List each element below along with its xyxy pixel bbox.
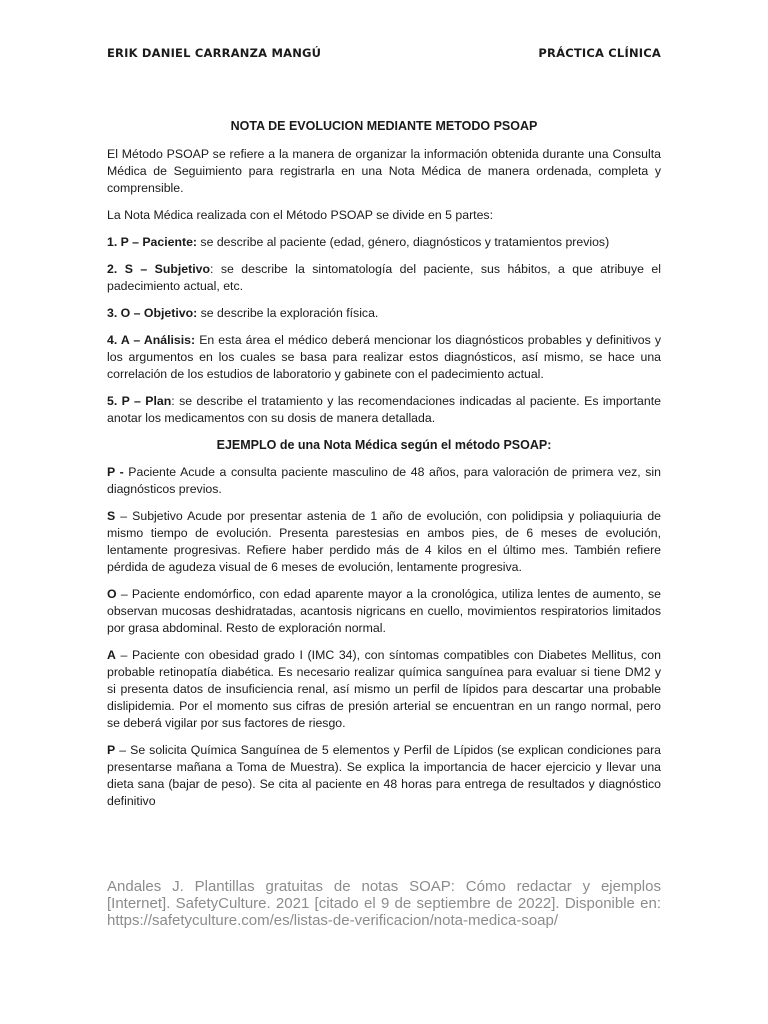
- part-label: 5. P – Plan: [107, 394, 172, 408]
- author-name: ERIK DANIEL CARRANZA MANGÚ: [107, 46, 322, 60]
- part-objetivo: [107, 305, 661, 322]
- example-text: – Se solicita Química Sanguínea de 5 elementos y Perfil de Lípidos (se explican condiciones para presentarse mañana a Toma de Muestra). Se explica la importancia de hacer ejercicio y llevar una dieta sana (bajar de peso). Se cita al paciente en 48 horas para entrega de resultados y diagnóstico definitivo: [107, 743, 661, 808]
- part-analisis: [107, 332, 661, 383]
- example-title: EJEMPLO de una Nota Médica según el método PSOAP:: [216, 438, 552, 452]
- example-label: S: [107, 509, 116, 523]
- example-text: – Paciente con obesidad grado I (IMC 34), con síntomas compatibles con Diabetes Mellitus, con probable retinopatía diabética. Es necesario realizar química sanguínea para evaluar si tiene DM2 y si presenta datos de insuficiencia renal, así mismo un perfil de lípidos para descartar una probable dislipidemia. Por el momento sus cifras de presión arterial se encuentran en un rango normal, pero se deberá vigilar por sus factores de riesgo.: [107, 648, 661, 730]
- example-text: – Paciente endomórfico, con edad aparente mayor a la cronológica, utiliza lentes de aumento, se observan mucosas deshidratadas, acantosis nigricans en cuello, movimientos respiratorios limitados por grasa abdominal. Resto de exploración normal.: [107, 587, 661, 635]
- part-label: 4. A – Análisis:: [107, 333, 196, 347]
- example-text: – Subjetivo Acude por presentar astenia de 1 año de evolución, con polidipsia y poliaquiuria de mismo tiempo de evolución. Presenta parestesias en ambos pies, de 6 meses de evolución, lentamente progresivas. Refiere haber perdido más de 4 kilos en el último mes. También refiere pérdida de agudeza visual de 6 meses de evolución, lentamente progresiva.: [107, 509, 661, 574]
- part-subjetivo: [107, 261, 661, 295]
- example-plan: [107, 742, 661, 810]
- document-title: NOTA DE EVOLUCION MEDIANTE METODO PSOAP: [230, 119, 538, 133]
- part-text: : se describe el tratamiento y las recomendaciones indicadas al paciente. Es importante anotar los medicamentos con su dosis de manera detallada.: [107, 394, 661, 425]
- part-text: En esta área el médico deberá mencionar los diagnósticos probables y definitivos y los argumentos en los cuales se basa para realizar estos diagnósticos, así mismo, se hace una correlación de los estudios de laboratorio y gabinete con el padecimiento actual.: [107, 333, 662, 381]
- document-body: [107, 118, 661, 820]
- example-objetivo: [107, 586, 661, 637]
- section-name: PRÁCTICA CLÍNICA: [538, 46, 661, 60]
- example-analisis: [107, 647, 661, 732]
- example-text: Paciente Acude a consulta paciente masculino de 48 años, para valoración de primera vez, sin diagnósticos previos.: [107, 465, 661, 496]
- example-label: O: [107, 587, 117, 601]
- page-header: [107, 46, 661, 60]
- example-paciente: [107, 464, 661, 498]
- reference-citation: Andales J. Plantillas gratuitas de notas SOAP: Cómo redactar y ejemplos [Internet]. SafetyCulture. 2021 [citado el 9 de septiembre de 2022]. Disponible en: https://safetyculture.com/es/listas-de-verificacion/nota-medica-soap/: [107, 878, 661, 929]
- example-label: P: [107, 743, 116, 757]
- part-paciente: [107, 234, 661, 251]
- part-text: : se describe la sintomatología del paciente, sus hábitos, a que atribuye el padecimiento actual, etc.: [107, 262, 661, 293]
- example-label: P -: [107, 465, 124, 479]
- part-label: 2. S – Subjetivo: [107, 262, 210, 276]
- intro-paragraph: El Método PSOAP se refiere a la manera de organizar la información obtenida durante una Consulta Médica de Seguimiento para registrarla en una Nota Médica de manera ordenada, completa y comprensible.: [107, 147, 661, 195]
- part-text: se describe al paciente (edad, género, diagnósticos y tratamientos previos): [197, 235, 610, 249]
- part-label: 3. O – Objetivo:: [107, 306, 198, 320]
- example-subjetivo: [107, 508, 661, 576]
- part-text: se describe la exploración física.: [197, 306, 379, 320]
- example-label: A: [107, 648, 116, 662]
- part-label: 1. P – Paciente:: [107, 235, 197, 249]
- part-plan: [107, 393, 661, 427]
- parts-intro-paragraph: La Nota Médica realizada con el Método PSOAP se divide en 5 partes:: [107, 208, 493, 222]
